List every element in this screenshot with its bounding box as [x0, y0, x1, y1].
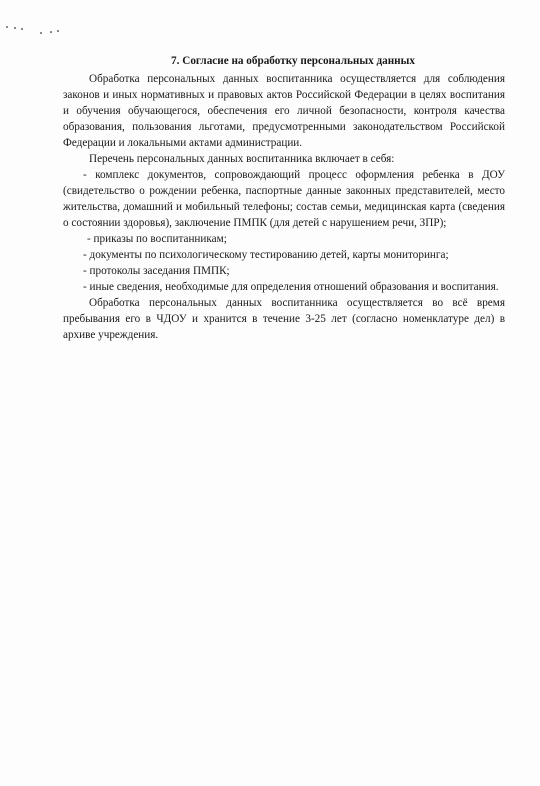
list-intro: Перечень персональных данных воспитанника включает в себя: — [89, 153, 395, 165]
scan-speck — [14, 27, 16, 29]
scan-speck — [40, 32, 42, 34]
scan-speck — [50, 31, 52, 33]
list-item: - протоколы заседания ПМПК; — [83, 265, 230, 277]
list-item: - комплекс документов, сопровождающий процесс оформления ребенка в ДОУ (свидетельство о рождении ребенка, паспортные данные законных представителей, место жительства, домашний и мобильный телефоны; состав семьи, медицинская карта (сведения о состоянии здоровья), заключение ПМПК (для детей с нарушением речи, ЗПР); — [63, 169, 505, 229]
list-item: - приказы по воспитанникам; — [87, 233, 227, 245]
section-heading: 7. Согласие на обработку персональных данных — [171, 55, 415, 67]
scan-specks — [6, 22, 76, 36]
scan-speck — [6, 26, 8, 28]
list-item: - иные сведения, необходимые для определения отношений образования и воспитания. — [83, 281, 499, 293]
list-item: - документы по психологическому тестированию детей, карты мониторинга; — [83, 249, 449, 261]
document-body — [63, 53, 505, 343]
scan-speck — [21, 28, 23, 30]
scan-speck — [57, 30, 59, 32]
retention-paragraph: Обработка персональных данных воспитанника осуществляется во всё время пребывания его в ЧДОУ и хранится в течение 3-25 лет (согласно номенклатуре дел) в архиве учреждения. — [63, 297, 505, 341]
purpose-paragraph: Обработка персональных данных воспитанника осуществляется для соблюдения законов и иных нормативных и правовых актов Российской Федерации в целях воспитания и обучения обучающегося, обеспечения его личной безопасности, контроля качества образования, пользования льготами, предусмотренными законодательством Российской Федерации и локальными актами администрации. — [63, 73, 505, 149]
